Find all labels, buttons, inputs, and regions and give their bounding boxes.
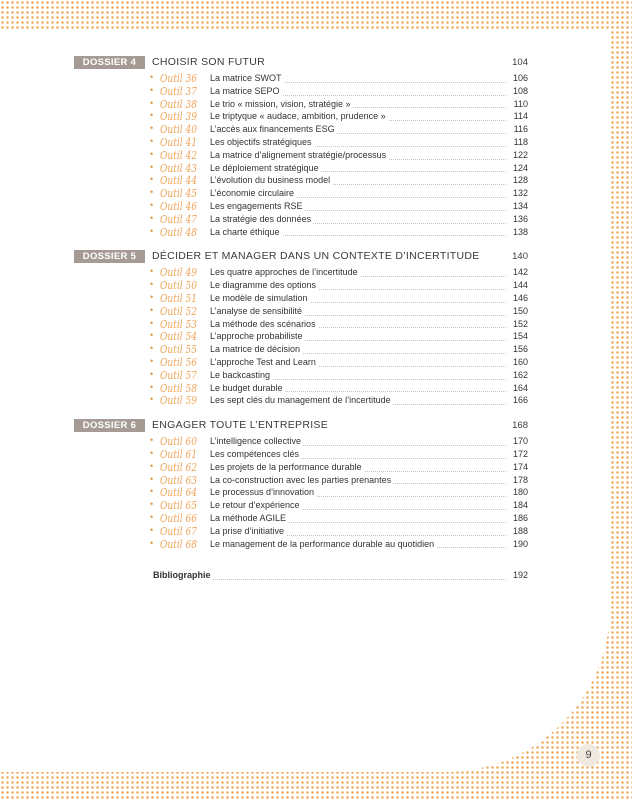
entry-page: 174 [512, 461, 528, 472]
entry-title: Le trio « mission, vision, stratégie » [210, 98, 351, 109]
toc-entry[interactable] [74, 369, 528, 382]
entry-title: Les objectifs stratégiques [210, 136, 312, 147]
toc-entry[interactable] [74, 435, 528, 448]
entry-title: La charte éthique [210, 226, 280, 237]
entry-page: 178 [512, 474, 528, 485]
outil-number: Outil 62 [160, 460, 197, 474]
entry-title: Le modèle de simulation [210, 292, 308, 303]
bullet-icon: • [150, 135, 154, 146]
dossier-page: 104 [512, 57, 528, 68]
entry-title: Le backcasting [210, 369, 271, 380]
entry-page: 124 [512, 162, 528, 173]
outil-number: Outil 55 [160, 343, 197, 357]
section-gap [74, 407, 528, 419]
entry-page: 156 [512, 344, 528, 355]
table-of-contents [74, 56, 528, 582]
entry-page: 150 [512, 305, 528, 316]
entry-title: Les sept clés du management de l’incertitude [210, 395, 391, 406]
dossier-badge: DOSSIER 4 [74, 56, 145, 69]
outil-number: Outil 52 [160, 304, 197, 318]
bibliography-entry[interactable] [74, 569, 528, 582]
toc-entry[interactable] [74, 174, 528, 187]
entry-page: 132 [512, 188, 528, 199]
entry-title: La matrice SWOT [210, 73, 282, 83]
toc-entry[interactable] [74, 394, 528, 407]
bullet-icon: • [150, 72, 154, 82]
outil-number: Outil 66 [160, 511, 197, 525]
entry-title: La matrice SEPO [210, 85, 280, 96]
toc-entry[interactable] [74, 305, 528, 318]
toc-entry[interactable] [74, 72, 528, 85]
toc-entry[interactable] [74, 499, 528, 512]
bullet-icon: • [150, 368, 154, 379]
outil-number: Outil 45 [160, 187, 197, 201]
entry-page: 108 [512, 85, 528, 96]
bullet-icon: • [150, 537, 154, 548]
bullet-icon: • [150, 187, 154, 198]
bibliography-page: 192 [512, 570, 528, 581]
entry-page: 128 [512, 175, 528, 186]
outil-number: Outil 48 [160, 225, 197, 239]
bullet-icon: • [150, 511, 154, 522]
entry-page: 184 [512, 500, 528, 511]
bullet-icon: • [150, 381, 154, 392]
entry-page: 116 [513, 124, 528, 135]
toc-entry[interactable] [74, 448, 528, 461]
entry-page: 188 [512, 525, 528, 536]
bullet-icon: • [150, 524, 154, 535]
toc-entry[interactable] [74, 279, 528, 292]
entry-title: Le diagramme des options [210, 280, 317, 291]
entry-title: Le processus d’innovation [210, 487, 315, 498]
bullet-icon: • [150, 304, 154, 315]
entry-title: La matrice d’alignement stratégie/processus [210, 149, 387, 160]
entry-page: 190 [512, 538, 528, 549]
toc-entry[interactable] [74, 266, 528, 279]
entry-title: L’accès aux financements ESG [210, 124, 335, 135]
toc-entry[interactable] [74, 512, 528, 525]
entry-title: Les engagements RSE [210, 200, 303, 211]
outil-number: Outil 51 [160, 291, 197, 305]
entry-title: Le budget durable [210, 382, 283, 393]
outil-number: Outil 36 [160, 72, 197, 85]
outil-number: Outil 57 [160, 368, 197, 382]
bullet-icon: • [150, 279, 154, 290]
entry-title: La stratégie des données [210, 213, 312, 224]
entry-title: La méthode AGILE [210, 512, 287, 523]
entry-page: 122 [512, 149, 528, 160]
entry-title: La matrice de décision [210, 344, 301, 355]
entry-page: 166 [512, 395, 528, 406]
entry-title: Les quatre approches de l’incertitude [210, 267, 358, 278]
dossier-page: 140 [512, 251, 528, 263]
entry-page: 180 [512, 487, 528, 498]
bullet-icon: • [150, 161, 154, 172]
entry-page: 134 [512, 200, 528, 211]
dossier-title: CHOISIR SON FUTUR [152, 56, 266, 68]
bullet-icon: • [150, 123, 154, 134]
bullet-icon: • [150, 499, 154, 510]
entry-title: L’évolution du business model [210, 175, 331, 186]
outil-number: Outil 61 [160, 447, 197, 461]
bullet-icon: • [150, 355, 154, 366]
dossier-badge: DOSSIER 5 [74, 250, 145, 263]
entry-title: Le triptyque « audace, ambition, prudence » [210, 111, 386, 122]
bullet-icon: • [150, 330, 154, 341]
outil-number: Outil 39 [160, 110, 197, 124]
entry-page: 172 [512, 448, 528, 459]
toc-entry[interactable] [74, 136, 528, 149]
entry-title: L’intelligence collective [210, 436, 302, 447]
entry-page: 146 [512, 292, 528, 303]
dossier-title: ENGAGER TOUTE L’ENTREPRISE [152, 419, 329, 432]
entry-title: La co-construction avec les parties prenantes [210, 474, 392, 485]
outil-number: Outil 63 [160, 473, 197, 487]
bullet-icon: • [150, 291, 154, 302]
toc-entry[interactable] [74, 110, 528, 123]
section-gap [74, 238, 528, 250]
bullet-icon: • [150, 97, 154, 108]
entry-page: 142 [512, 267, 528, 278]
page-number: 9 [577, 744, 600, 767]
entry-page: 136 [512, 213, 528, 224]
entry-page: 164 [512, 382, 528, 393]
bullet-icon: • [150, 110, 154, 121]
outil-number: Outil 60 [160, 435, 197, 449]
outil-number: Outil 43 [160, 161, 197, 175]
bullet-icon: • [150, 212, 154, 223]
outil-number: Outil 44 [160, 174, 197, 188]
outil-number: Outil 41 [160, 135, 197, 149]
entry-page: 114 [513, 111, 528, 122]
bullet-icon: • [150, 174, 154, 185]
outil-number: Outil 68 [160, 537, 197, 551]
toc-entry[interactable] [74, 474, 528, 487]
outil-number: Outil 47 [160, 212, 197, 226]
entry-page: 160 [512, 356, 528, 367]
toc-entry[interactable] [74, 538, 528, 551]
outil-number: Outil 59 [160, 394, 197, 408]
entry-page: 138 [512, 226, 528, 237]
outil-number: Outil 49 [160, 266, 197, 280]
dossier-header[interactable] [74, 56, 528, 69]
entry-page: 152 [512, 318, 528, 329]
toc-entry[interactable] [74, 461, 528, 474]
entry-title: Les projets de la performance durable [210, 461, 362, 472]
entry-title: L’économie circulaire [210, 188, 295, 199]
dossier-title: DÉCIDER ET MANAGER DANS UN CONTEXTE D’INCERTITUDE [152, 250, 480, 263]
outil-number: Outil 40 [160, 123, 197, 137]
entry-page: 110 [513, 98, 528, 109]
entry-page: 162 [512, 369, 528, 380]
bullet-icon: • [150, 343, 154, 354]
bullet-icon: • [150, 486, 154, 497]
entry-title: La prise d’initiative [210, 525, 285, 536]
outil-number: Outil 65 [160, 499, 197, 513]
toc-entry[interactable] [74, 162, 528, 175]
entry-title: L’approche Test and Learn [210, 356, 316, 367]
outil-number: Outil 64 [160, 486, 197, 500]
toc-entry[interactable] [74, 123, 528, 136]
outil-number: Outil 67 [160, 524, 197, 538]
bullet-icon: • [150, 148, 154, 159]
toc-entry[interactable] [74, 318, 528, 331]
bullet-icon: • [150, 435, 154, 446]
outil-number: Outil 54 [160, 330, 197, 344]
outil-number: Outil 56 [160, 355, 197, 369]
bibliography-label: Bibliographie [153, 570, 211, 581]
entry-page: 170 [512, 436, 528, 447]
outil-number: Outil 37 [160, 84, 197, 98]
dossier-page: 168 [512, 420, 528, 432]
toc-entry[interactable] [74, 213, 528, 226]
toc-entry[interactable] [74, 343, 528, 356]
toc-entry[interactable] [74, 486, 528, 499]
toc-entry[interactable] [74, 149, 528, 162]
toc-entry[interactable] [74, 292, 528, 305]
bullet-icon: • [150, 473, 154, 484]
entry-page: 106 [512, 73, 528, 83]
outil-number: Outil 38 [160, 97, 197, 111]
dossier-badge: DOSSIER 6 [74, 419, 145, 432]
outil-number: Outil 42 [160, 148, 197, 162]
toc-entry[interactable] [74, 330, 528, 343]
entry-title: Les compétences clés [210, 448, 300, 459]
bullet-icon: • [150, 266, 154, 277]
entry-title: Le management de la performance durable au quotidien [210, 538, 435, 549]
outil-number: Outil 46 [160, 199, 197, 213]
toc-entry[interactable] [74, 200, 528, 213]
entry-title: La méthode des scénarios [210, 318, 316, 329]
bullet-icon: • [150, 317, 154, 328]
toc-entry[interactable] [74, 98, 528, 111]
toc-entry[interactable] [74, 525, 528, 538]
toc-entry[interactable] [74, 85, 528, 98]
toc-entry[interactable] [74, 226, 528, 239]
dossier-header[interactable] [74, 250, 528, 263]
entry-page: 118 [513, 136, 528, 147]
bullet-icon: • [150, 460, 154, 471]
entry-page: 154 [512, 331, 528, 342]
entry-title: Le déploiement stratégique [210, 162, 319, 173]
entry-title: L’analyse de sensibilité [210, 305, 303, 316]
bullet-icon: • [150, 199, 154, 210]
entry-page: 186 [512, 512, 528, 523]
outil-number: Outil 50 [160, 279, 197, 293]
bullet-icon: • [150, 447, 154, 458]
outil-number: Outil 53 [160, 317, 197, 331]
toc-entry[interactable] [74, 382, 528, 395]
toc-entry[interactable] [74, 187, 528, 200]
bullet-icon: • [150, 225, 154, 236]
entry-title: L’approche probabiliste [210, 331, 303, 342]
entry-page: 144 [512, 280, 528, 291]
outil-number: Outil 58 [160, 381, 197, 395]
toc-entry[interactable] [74, 356, 528, 369]
dossier-header[interactable] [74, 419, 528, 432]
dossier-list [74, 56, 528, 550]
bullet-icon: • [150, 394, 154, 405]
entry-title: Le retour d’expérience [210, 500, 300, 511]
bullet-icon: • [150, 84, 154, 95]
